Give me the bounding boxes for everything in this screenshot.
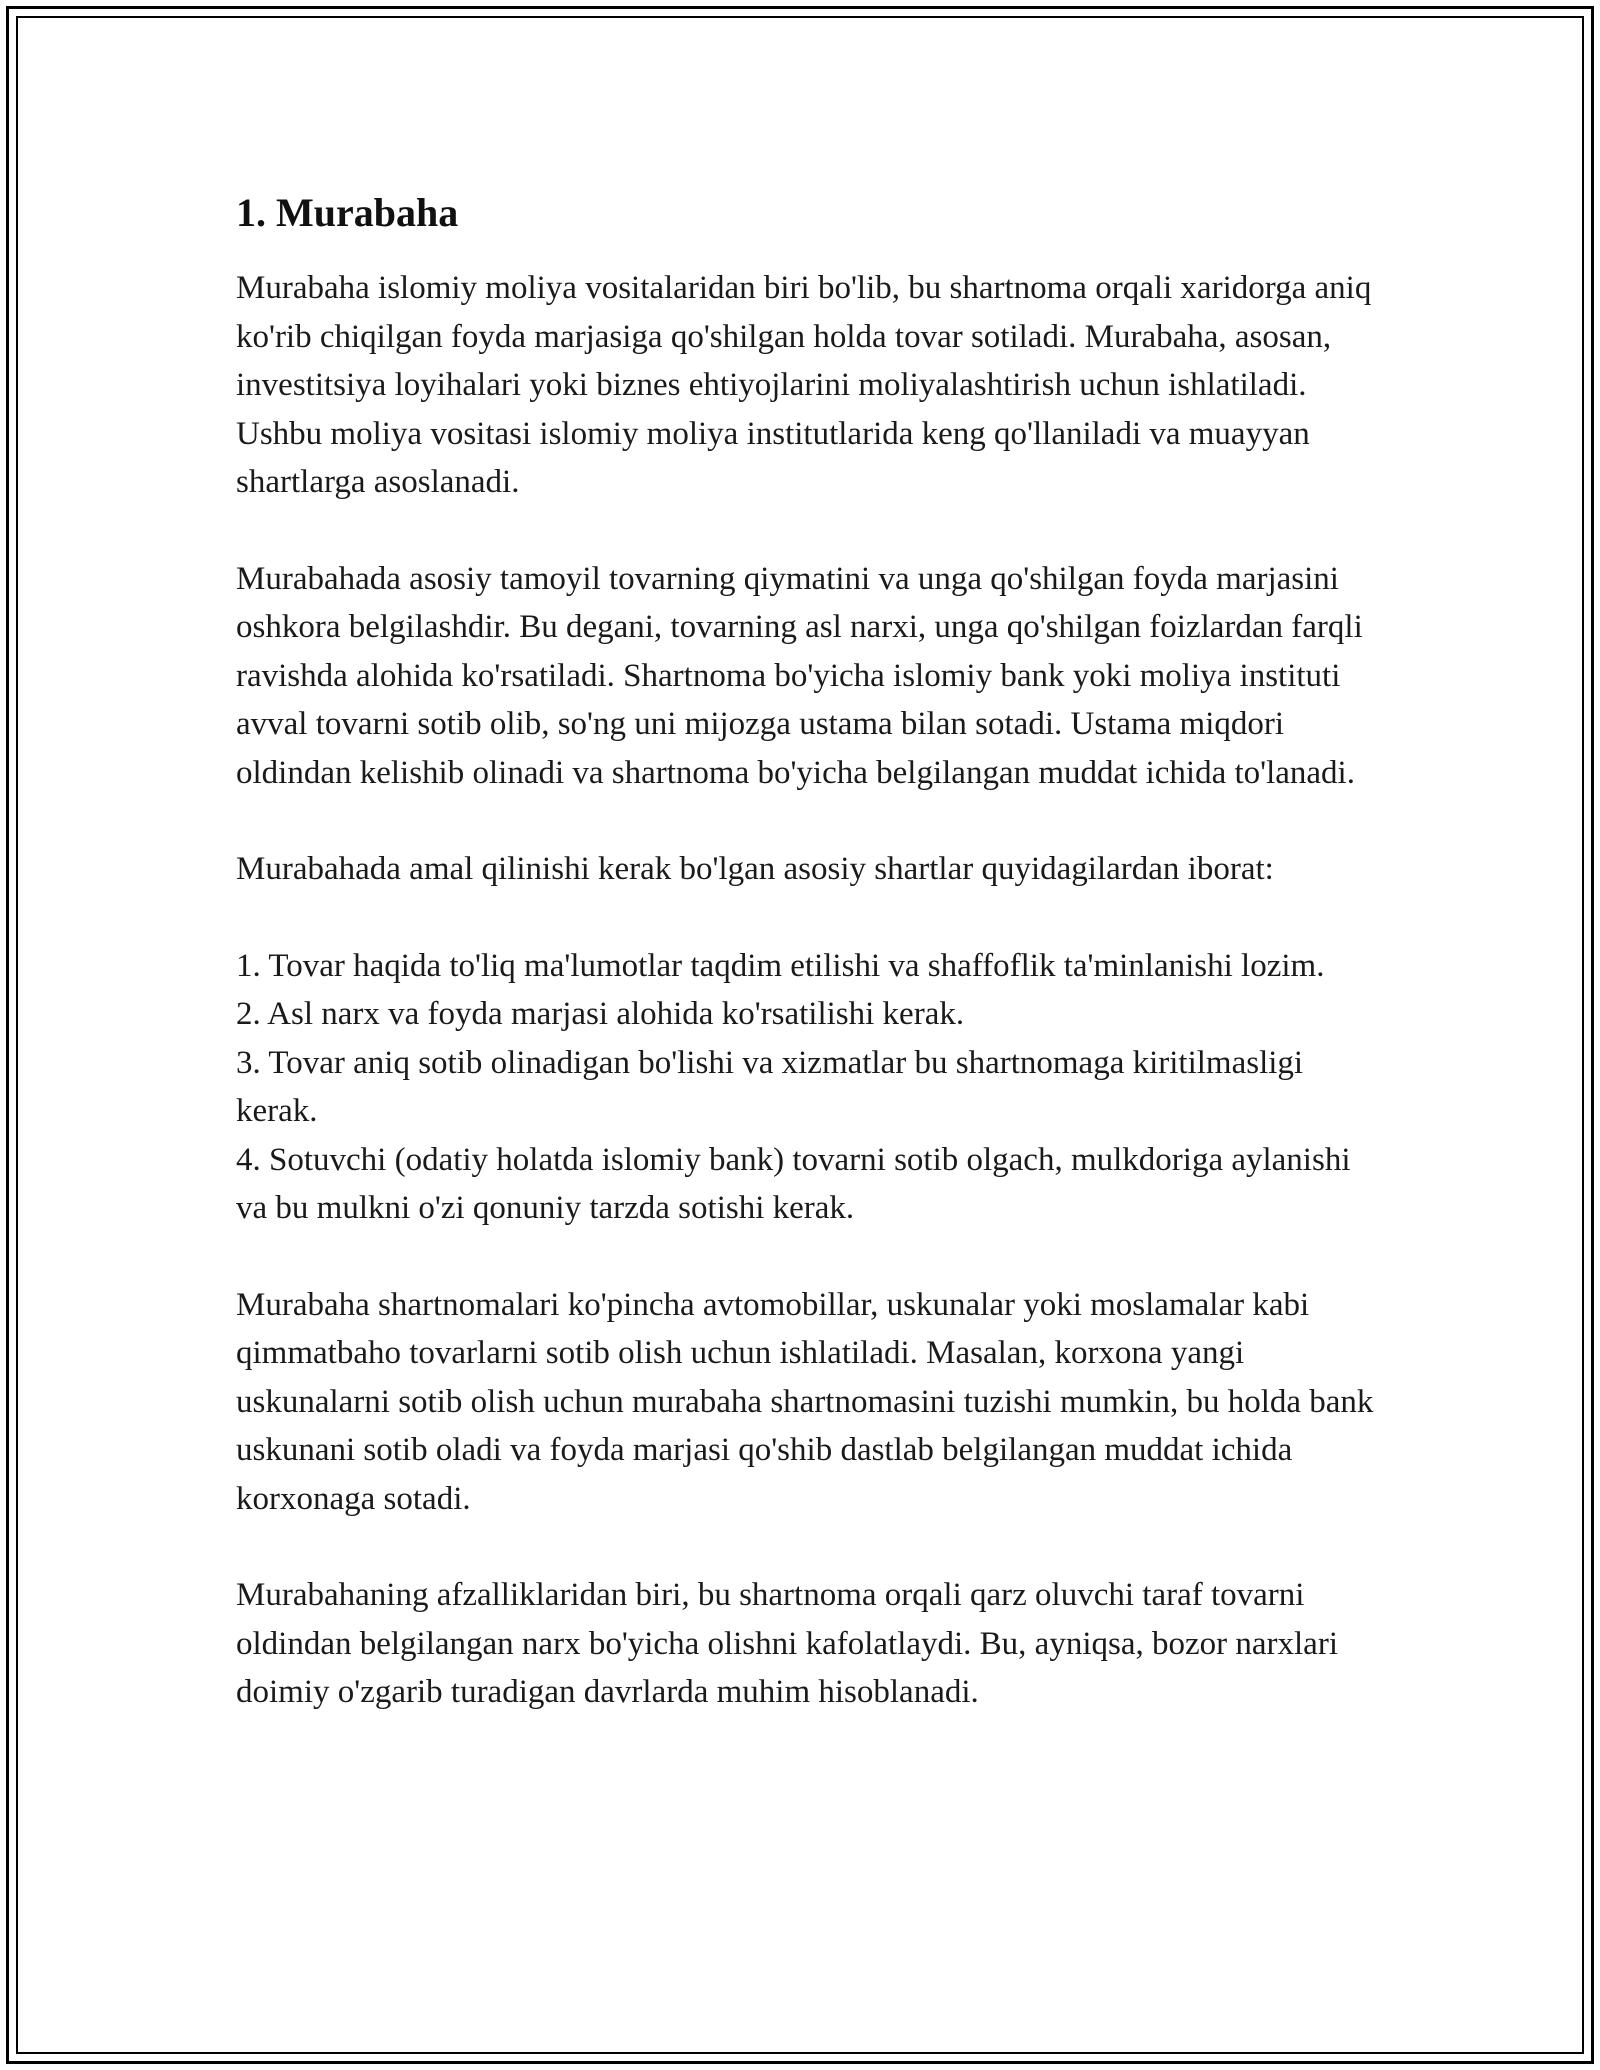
conditions-list bbox=[236, 942, 1386, 1233]
paragraph-intro: Murabaha islomiy moliya vositalaridan biri bo'lib, bu shartnoma orqali xaridorga aniq ko'rib chiqilgan foyda marjasiga qo'shilgan holda tovar sotiladi. Murabaha, asosan, investitsiya loyihalari yoki biznes ehtiyojlarini moliyalashtirish uchun ishlatiladi. Ushbu moliya vositasi islomiy moliya institutlarida keng qo'llaniladi va muayyan shartlarga asoslanadi. bbox=[236, 270, 1372, 500]
paragraph-conditions-intro: Murabahada amal qilinishi kerak bo'lgan asosiy shartlar quyidagilardan iborat: bbox=[236, 851, 1274, 887]
paragraph-usage: Murabaha shartnomalari ko'pincha avtomobillar, uskunalar yoki moslamalar kabi qimmatbaho tovarlarni sotib olish uchun ishlatiladi. Masalan, korxona yangi uskunalarni sotib olish uchun murabaha shartnomasini tuzishi mumkin, bu holda bank uskunani sotib oladi va foyda marjasi qo'shib dastlab belgilangan muddat ichida korxonaga sotadi. bbox=[236, 1286, 1374, 1517]
condition-item: 2. Asl narx va foyda marjasi alohida ko'rsatilishi kerak. bbox=[236, 996, 965, 1032]
condition-item: 1. Tovar haqida to'liq ma'lumotlar taqdim etilishi va shaffoflik ta'minlanishi lozim. bbox=[236, 947, 1325, 984]
paragraph-principle: Murabahada asosiy tamoyil tovarning qiymatini va unga qo'shilgan foyda marjasini oshkora belgilashdir. Bu degani, tovarning asl narxi, unga qo'shilgan foizlardan farqli ravishda alohida ko'rsatiladi. Shartnoma bo'yicha islomiy bank yoki moliya instituti avval tovarni sotib olib, so'ng uni mijozga ustama bilan sotadi. Ustama miqdori oldindan kelishib olinadi va shartnoma bo'yicha belgilangan muddat ichida to'lanadi. bbox=[236, 560, 1363, 791]
section-heading: 1. Murabaha bbox=[236, 190, 459, 235]
condition-item: 3. Tovar aniq sotib olinadigan bo'lishi va xizmatlar bu shartnomaga kiritilmasligi kerak. bbox=[236, 1044, 1304, 1129]
paragraph-advantages: Murabahaning afzalliklaridan biri, bu shartnoma orqali qarz oluvchi taraf tovarni oldindan belgilangan narx bo'yicha olishni kafolatlaydi. Bu, ayniqsa, bozor narxlari doimiy o'zgarib turadigan davrlarda muhim hisoblanadi. bbox=[236, 1577, 1338, 1710]
document-body bbox=[236, 188, 1386, 1765]
condition-item: 4. Sotuvchi (odatiy holatda islomiy bank) tovarni sotib olgach, mulkdoriga aylanishi va bu mulkni o'zi qonuniy tarzda sotishi kerak. bbox=[236, 1141, 1351, 1226]
